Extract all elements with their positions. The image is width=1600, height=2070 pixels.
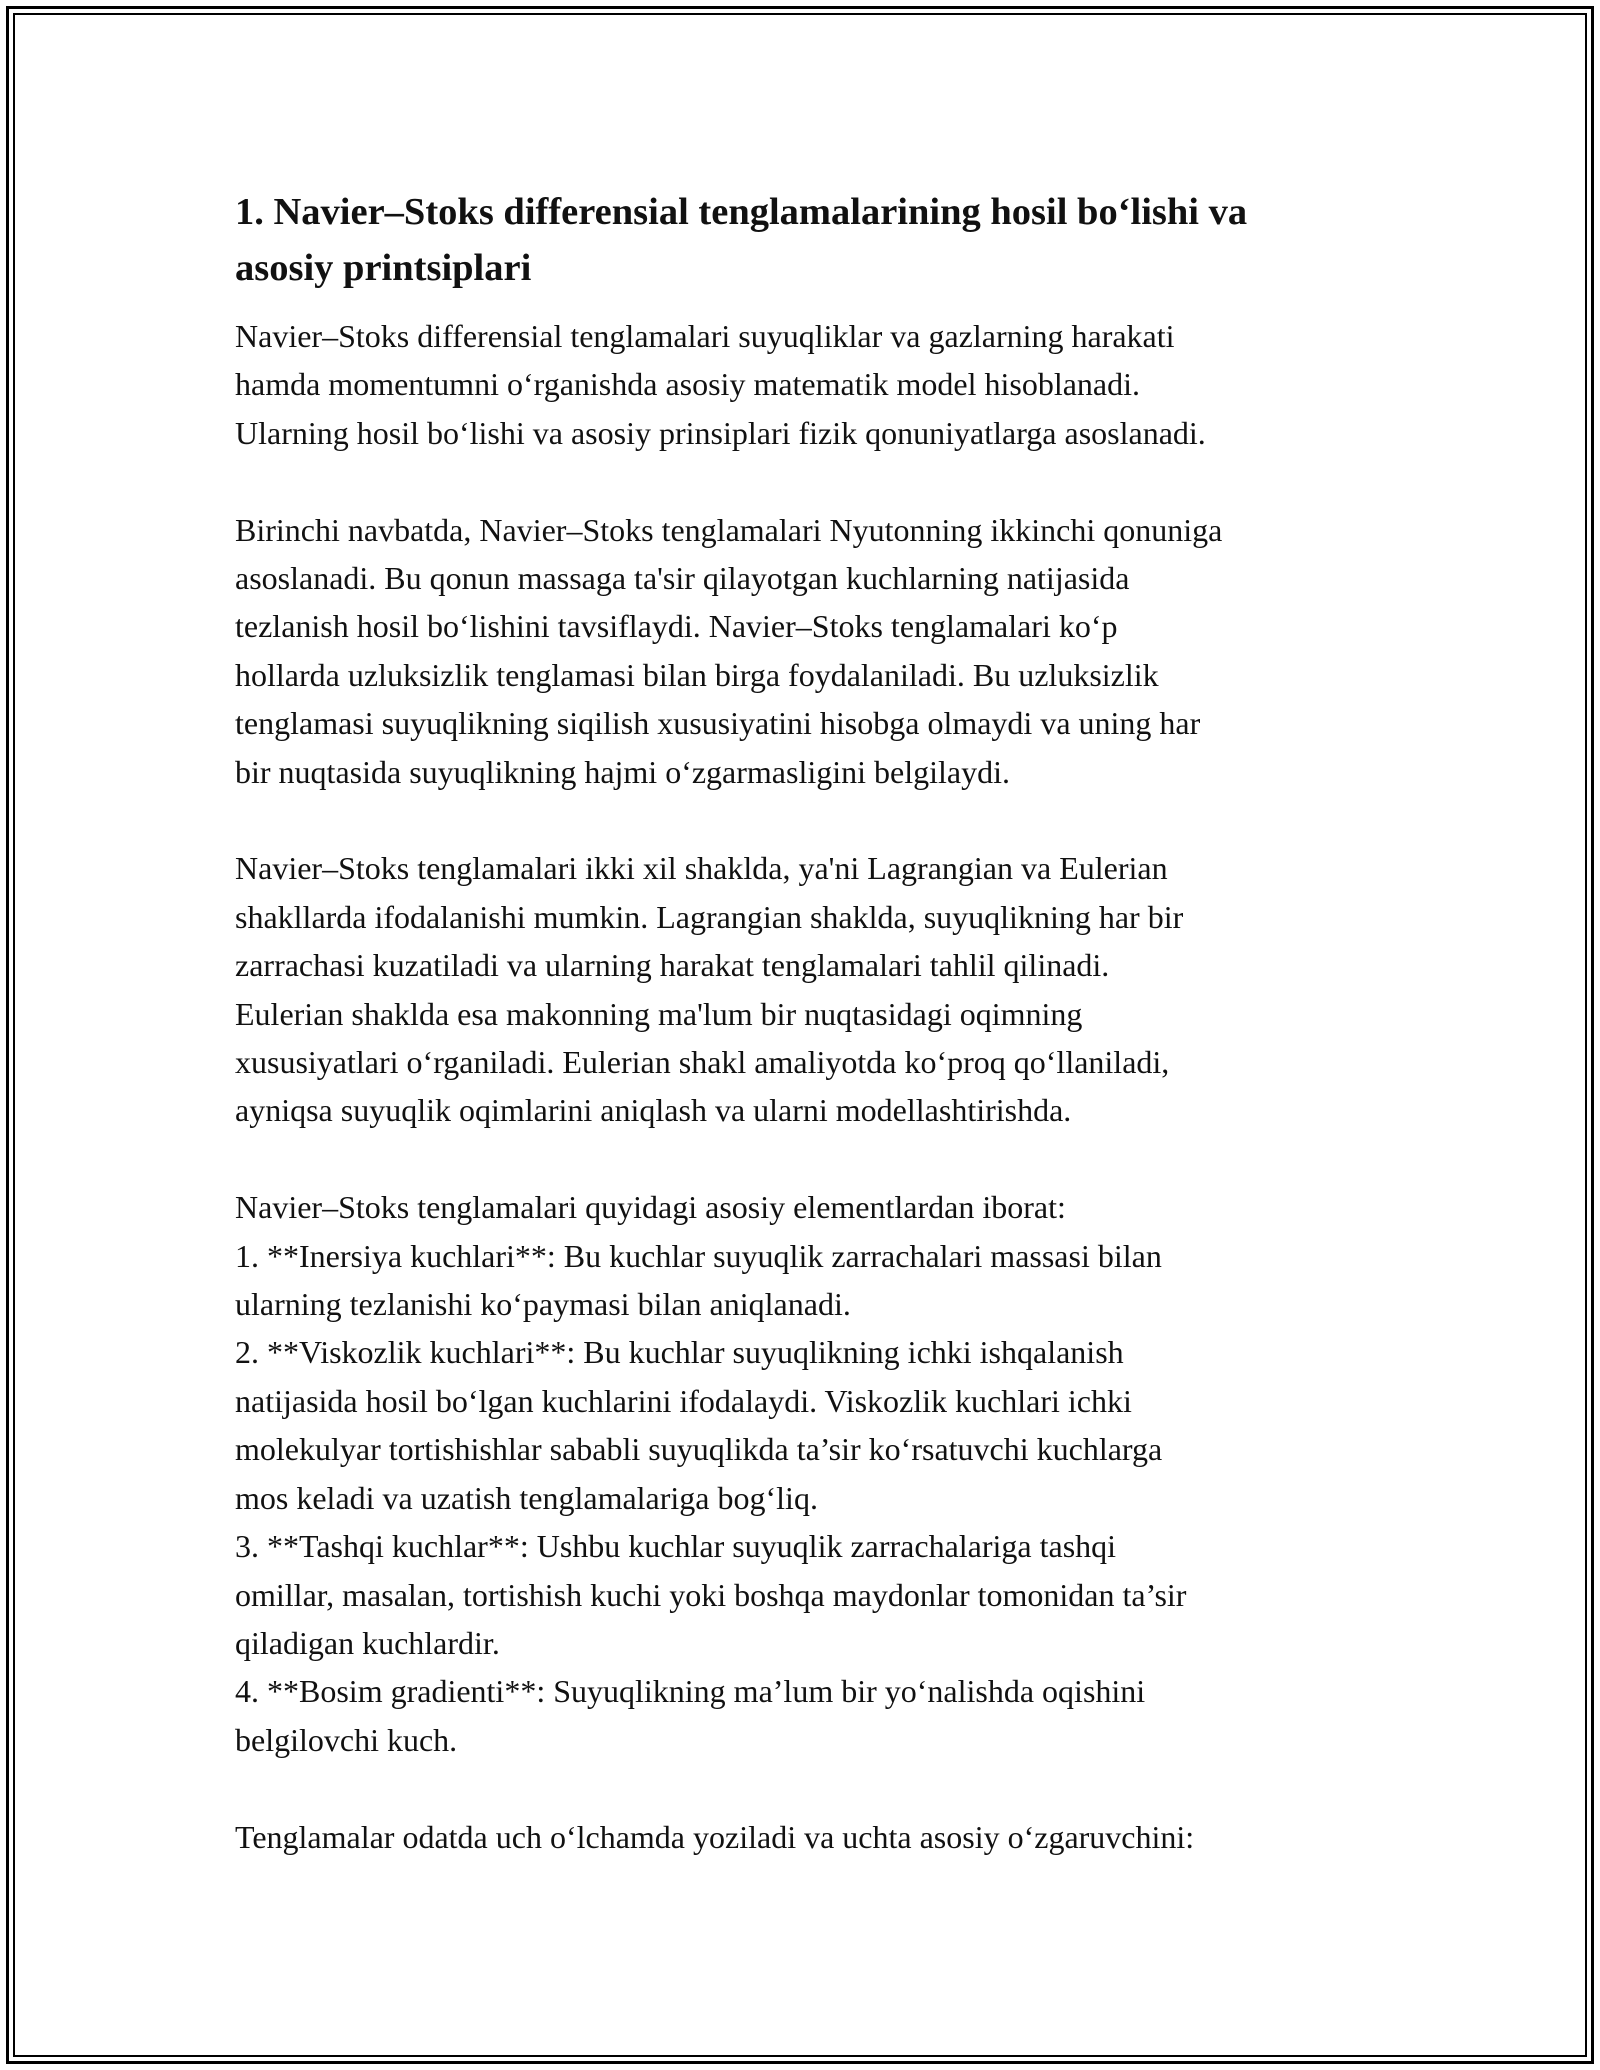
list-item-line: 3. **Tashqi kuchlar**: Ushbu kuchlar suyuqlik zarrachalariga tashqi (235, 1528, 1117, 1565)
text-line: tezlanish hosil bo‘lishini tavsiflaydi. Navier–Stoks tenglamalari ko‘p (235, 608, 1118, 645)
text-line: Navier–Stoks differensial tenglamalari suyuqliklar va gazlarning harakati (235, 318, 1175, 354)
text-line: bir nuqtasida suyuqlikning hajmi o‘zgarmasligini belgilaydi. (235, 753, 1010, 790)
text-line: asoslanadi. Bu qonun massaga ta'sir qilayotgan kuchlarning natijasida (235, 560, 1130, 597)
text-line: zarrachasi kuzatiladi va ularning harakat tenglamalari tahlil qilinadi. (235, 947, 1110, 984)
text-line: Navier–Stoks tenglamalari ikki xil shaklda, ya'ni Lagrangian va Eulerian (235, 850, 1168, 887)
text-line: shakllarda ifodalanishi mumkin. Lagrangian shaklda, suyuqlikning har bir (235, 898, 1184, 935)
paragraph-three-dimensions (235, 1813, 1385, 1861)
text-line: Navier–Stoks tenglamalari quyidagi asosiy elementlardan iborat: (235, 1189, 1066, 1226)
title-line: 1. Navier–Stoks differensial tenglamalarining hosil bo‘lishi va (235, 191, 1248, 233)
list-item-line: molekulyar tortishishlar sababli suyuqlikda ta’sir ko‘rsatuvchi kuchlarga (235, 1431, 1163, 1468)
list-item-line: natijasida hosil bo‘lgan kuchlarini ifodalaydi. Viskozlik kuchlari ichki (235, 1382, 1132, 1419)
list-item-line: qiladigan kuchlardir. (235, 1624, 500, 1661)
text-line: Tenglamalar odatda uch o‘lchamda yoziladi va uchta asosiy o‘zgaruvchini: (235, 1818, 1195, 1855)
paragraph-elements-list (235, 1183, 1385, 1764)
paragraph-lagrangian-eulerian (235, 844, 1385, 1134)
list-item-line: belgilovchi kuch. (235, 1721, 458, 1758)
paragraph-intro (235, 312, 1385, 457)
list-item-line: mos keladi va uzatish tenglamalariga bog‘liq. (235, 1479, 818, 1516)
text-line: xususiyatlari o‘rganiladi. Eulerian shakl amaliyotda ko‘proq qo‘llaniladi, (235, 1044, 1170, 1081)
text-line: Eulerian shaklda esa makonning ma'lum bir nuqtasidagi oqimning (235, 995, 1083, 1032)
document-body (235, 184, 1385, 1861)
list-item-line: 4. **Bosim gradienti**: Suyuqlikning ma’lum bir yo‘nalishda oqishini (235, 1673, 1146, 1710)
title-line: asosiy printsiplari (235, 247, 532, 289)
text-line: hamda momentumni o‘rganishda asosiy matematik model hisoblanadi. (235, 366, 1141, 403)
list-item-line: ularning tezlanishi ko‘paymasi bilan aniqlanadi. (235, 1286, 851, 1323)
list-item-line: omillar, masalan, tortishish kuchi yoki boshqa maydonlar tomonidan ta’sir (235, 1576, 1187, 1613)
list-item-line: 1. **Inersiya kuchlari**: Bu kuchlar suyuqlik zarrachalari massasi bilan (235, 1237, 1162, 1274)
list-item-line: 2. **Viskozlik kuchlari**: Bu kuchlar suyuqlikning ichki ishqalanish (235, 1334, 1124, 1371)
text-line: hollarda uzluksizlik tenglamasi bilan birga foydalaniladi. Bu uzluksizlik (235, 656, 1159, 693)
text-line: tenglamasi suyuqlikning siqilish xususiyatini hisobga olmaydi va uning har (235, 705, 1201, 742)
text-line: Birinchi navbatda, Navier–Stoks tenglamalari Nyutonning ikkinchi qonuniga (235, 511, 1223, 548)
text-line: Ularning hosil bo‘lishi va asosiy prinsiplari fizik qonuniyatlarga asoslanadi. (235, 414, 1206, 451)
text-line: ayniqsa suyuqlik oqimlarini aniqlash va ularni modellashtirishda. (235, 1092, 1072, 1129)
section-title (235, 184, 1385, 296)
paragraph-newton-law (235, 506, 1385, 796)
